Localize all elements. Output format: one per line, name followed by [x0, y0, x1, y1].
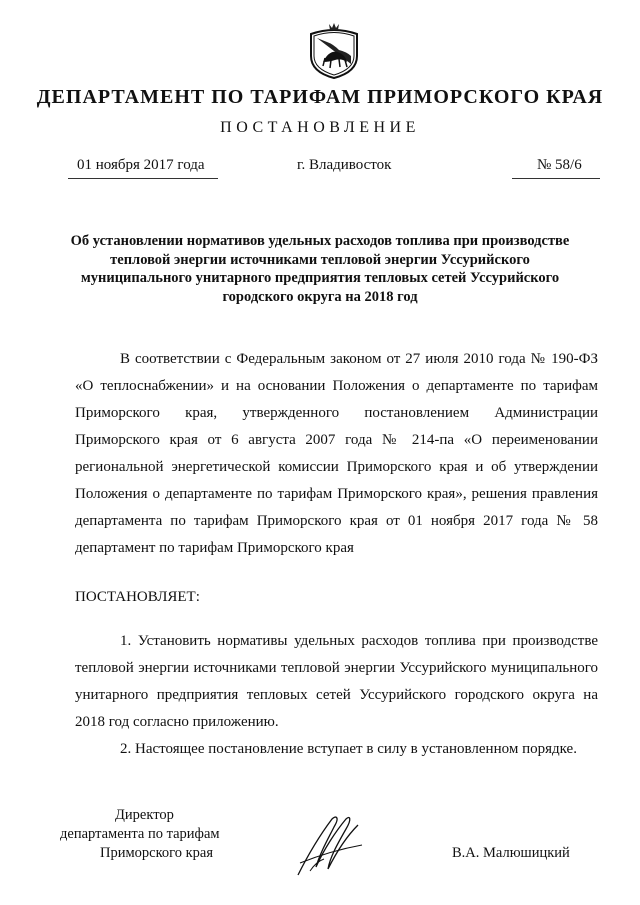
document-type: ПОСТАНОВЛЕНИЕ — [220, 119, 420, 136]
document-number: № 58/6 — [537, 157, 582, 173]
signatory-name: В.А. Малюшицкий — [452, 845, 570, 861]
document-city: г. Владивосток — [297, 157, 392, 173]
document-title: Об установлении нормативов удельных расходов топлива при производстве тепловой энергии источниками тепловой энергии Уссурийского муниципального унитарного предприятия тепловых сетей Уссурийского городского округа на 2018 год — [70, 233, 570, 305]
department-name: ДЕПАРТАМЕНТ ПО ТАРИФАМ ПРИМОРСКОГО КРАЯ — [36, 86, 604, 108]
position-line: Директор — [115, 807, 174, 823]
coat-of-arms-emblem — [303, 22, 365, 80]
resolves-heading: ПОСТАНОВЛЯЕТ: — [75, 589, 200, 605]
signatory-position — [60, 806, 220, 863]
handwritten-signature — [290, 805, 370, 885]
resolution-item: 2. Настоящее постановление вступает в силу в установленном порядке. — [120, 741, 577, 757]
position-line: Приморского края — [100, 845, 214, 861]
position-line: департамента по тарифам — [60, 826, 220, 842]
resolution-item: 1. Установить нормативы удельных расходов топлива при производстве тепловой энергии источниками тепловой энергии Уссурийского муниципального унитарного предприятия тепловых сетей Уссурийского городского округа на 2018 год согласно приложению. — [75, 633, 598, 730]
preamble-text: В соответствии с Федеральным законом от 27 июля 2010 года № 190-ФЗ «О теплоснабжении» и на основании Положения о департаменте по тарифам Приморского края, утвержденного постановлением Администрации Приморского края от 6 августа 2007 года № 214-па «О переименовании региональной энергетической комиссии Приморского края и об утверждении Положения о департаменте по тарифам Приморского края», решения правления департамента по тарифам Приморского края от 01 ноября 2017 года № 58 департамент по тарифам Приморского края — [75, 351, 598, 556]
preamble-paragraph — [75, 346, 598, 562]
number-underline — [512, 178, 600, 179]
date-underline — [68, 178, 218, 179]
resolution-items — [75, 628, 598, 763]
document-date: 01 ноября 2017 года — [77, 157, 205, 173]
